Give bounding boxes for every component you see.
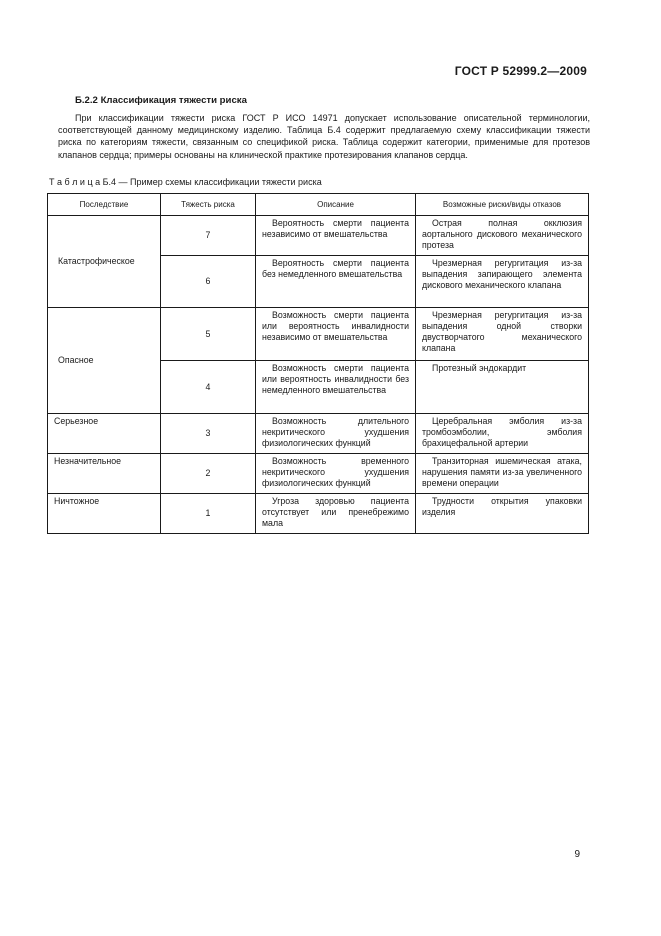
column-header-failure-modes: Возможные риски/виды отказов: [416, 194, 589, 216]
table-row: [48, 454, 589, 494]
table-row: [48, 414, 589, 454]
consequence-cell: Опасное: [48, 308, 161, 414]
failure-mode-cell: Транзиторная ишемическая атака, нарушения памяти из-за увеличенного времени операции: [416, 454, 589, 494]
column-header-description: Описание: [256, 194, 416, 216]
failure-mode-cell: Чрезмерная регургитация из-за выпадения одной створки двустворчатого механического клапана: [416, 308, 589, 361]
consequence-cell: Серьезное: [48, 414, 161, 454]
table-caption: Т а б л и ц а Б.4 — Пример схемы классификации тяжести риска: [49, 177, 322, 187]
failure-mode-cell: Церебральная эмболия из-за тромбоэмболии, эмболия брахицефальной артерии: [416, 414, 589, 454]
failure-mode-cell: Чрезмерная регургитация из-за выпадения запирающего элемента дискового механического клапана: [416, 256, 589, 308]
consequence-cell: Катастрофическое: [48, 216, 161, 308]
table-row: [48, 494, 589, 534]
severity-cell: 4: [161, 361, 256, 414]
description-cell: Возможность временного некритического ухудшения физиологических функций: [256, 454, 416, 494]
severity-cell: 6: [161, 256, 256, 308]
description-cell: Возможность смерти пациента или вероятность инвалидности независимо от вмешательства: [256, 308, 416, 361]
section-title: Б.2.2 Классификация тяжести риска: [75, 95, 247, 106]
severity-cell: 2: [161, 454, 256, 494]
table-row: [48, 308, 589, 361]
severity-cell: 1: [161, 494, 256, 534]
table-header-row: [48, 194, 589, 216]
consequence-cell: Незначительное: [48, 454, 161, 494]
severity-classification-table: [47, 193, 589, 534]
severity-cell: 3: [161, 414, 256, 454]
description-cell: Вероятность смерти пациента независимо от вмешательства: [256, 216, 416, 256]
page-number: 9: [574, 849, 580, 860]
table-row: [48, 216, 589, 256]
failure-mode-cell: Протезный эндокардит: [416, 361, 589, 414]
description-cell: Вероятность смерти пациента без немедленного вмешательства: [256, 256, 416, 308]
standard-code: ГОСТ Р 52999.2—2009: [454, 64, 587, 78]
column-header-severity: Тяжесть риска: [161, 194, 256, 216]
failure-mode-cell: Трудности открытия упаковки изделия: [416, 494, 589, 534]
section-paragraph: При классификации тяжести риска ГОСТ Р ИСО 14971 допускает использование описательной терминологии, соответствующей данному медицинскому изделию. Таблица Б.4 содержит предлагаемую схему классификации тяжести риска по категориям тяжести, связанным со спецификой риска. Таблица содержит категории, применимые для протезов клапанов сердца; примеры основаны на клинической практике протезирования клапанов сердца.: [58, 113, 590, 160]
description-cell: Угроза здоровью пациента отсутствует или пренебрежимо мала: [256, 494, 416, 534]
description-cell: Возможность смерти пациента или вероятность инвалидности без немедленного вмешательства: [256, 361, 416, 414]
severity-cell: 7: [161, 216, 256, 256]
failure-mode-cell: Острая полная окклюзия аортального дискового механического протеза: [416, 216, 589, 256]
severity-cell: 5: [161, 308, 256, 361]
column-header-consequence: Последствие: [48, 194, 161, 216]
description-cell: Возможность длительного некритического ухудшения физиологических функций: [256, 414, 416, 454]
consequence-cell: Ничтожное: [48, 494, 161, 534]
